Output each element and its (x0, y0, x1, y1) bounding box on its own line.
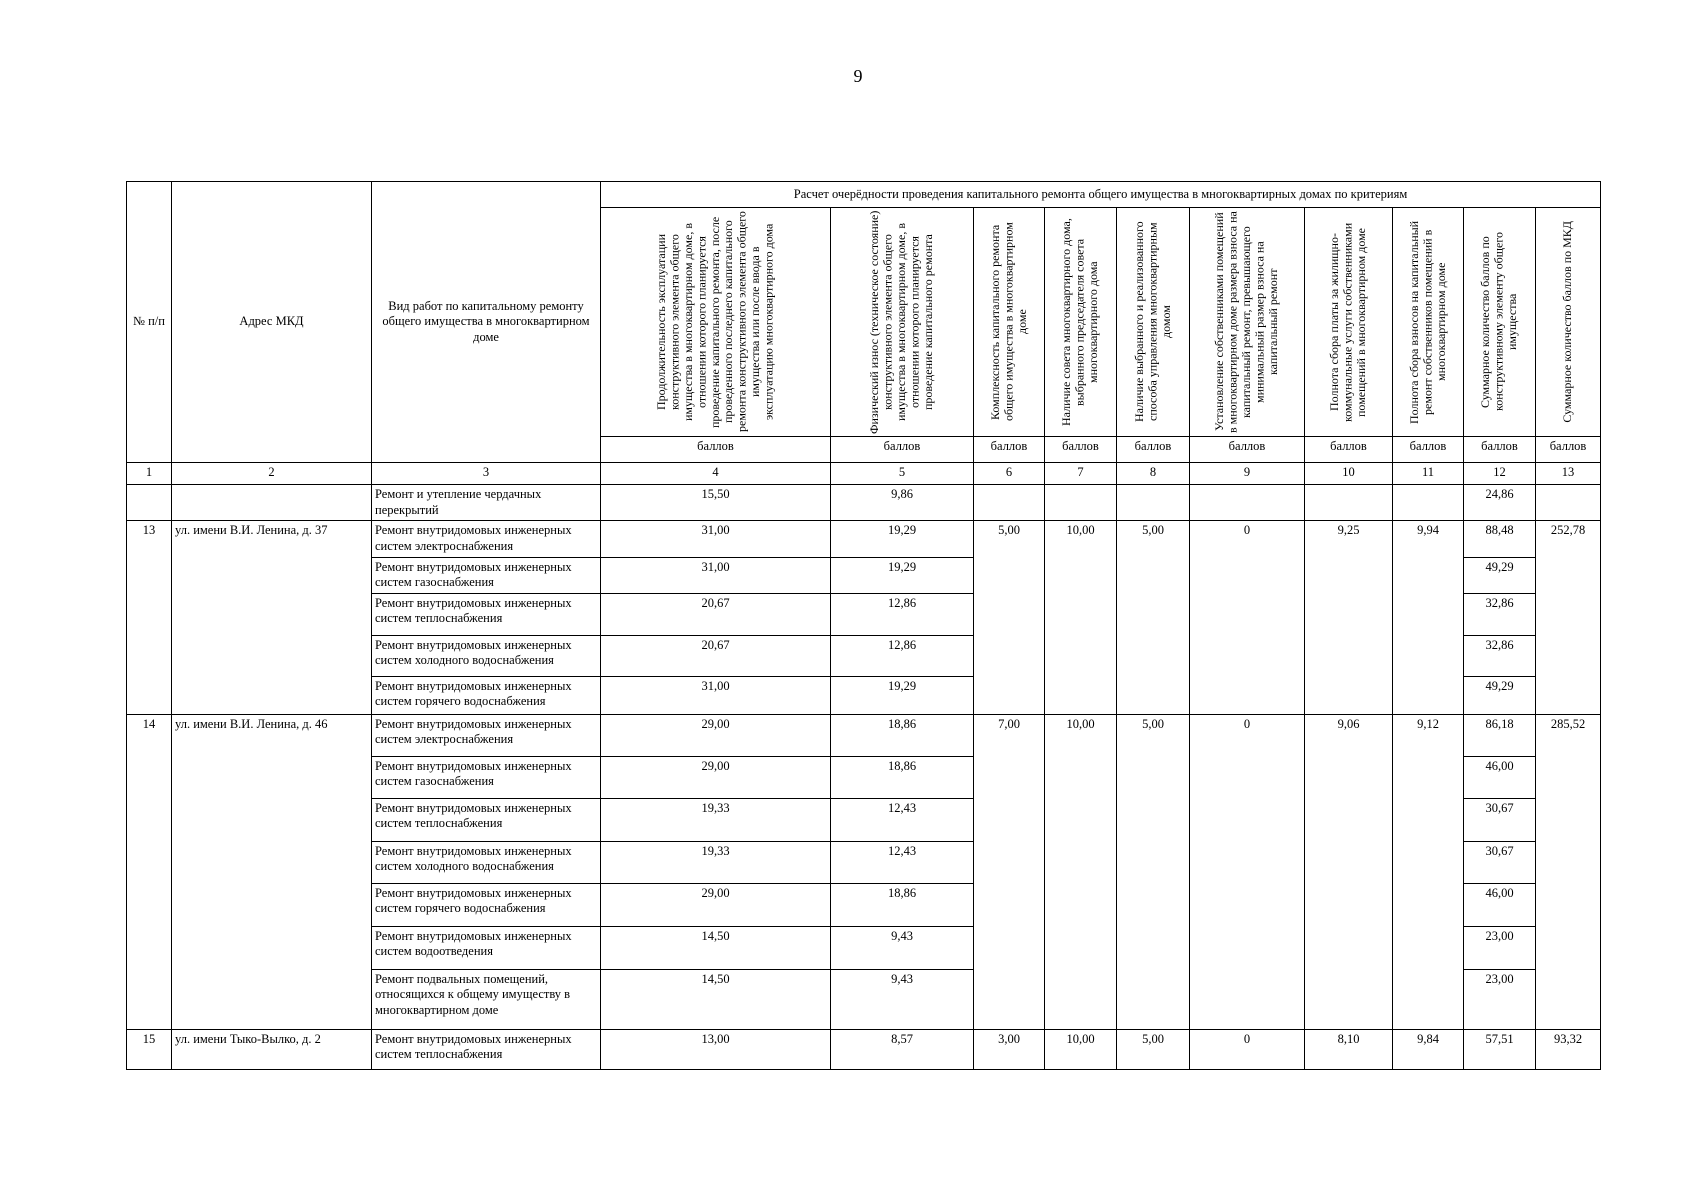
score-wear: 18,86 (831, 756, 974, 798)
score-management: 5,00 (1117, 1029, 1190, 1069)
score-house-total: 252,78 (1536, 521, 1601, 715)
work-type: Ремонт внутридомовых инженерных систем теплоснабжения (372, 798, 601, 841)
header-col-no: № п/п (127, 182, 172, 463)
score-element-total: 46,00 (1464, 756, 1536, 798)
score-utility-collection: 8,10 (1305, 1029, 1393, 1069)
work-type: Ремонт внутридомовых инженерных систем электроснабжения (372, 714, 601, 756)
table-row (127, 714, 1601, 756)
score-wear: 9,43 (831, 969, 974, 1029)
score-wear: 18,86 (831, 714, 974, 756)
score-complexity: 3,00 (974, 1029, 1045, 1069)
score-duration: 29,00 (601, 756, 831, 798)
score-house-total: 93,32 (1536, 1029, 1601, 1069)
score-wear: 9,86 (831, 485, 974, 521)
score-complexity: 5,00 (974, 521, 1045, 715)
score-utility-collection: 9,06 (1305, 714, 1393, 1029)
table-row (127, 521, 1601, 557)
capital-repair-priority-table (126, 181, 1601, 1070)
work-type: Ремонт внутридомовых инженерных систем водоотведения (372, 926, 601, 969)
unit-label: баллов (1190, 437, 1305, 463)
house-number: 14 (127, 714, 172, 1029)
score-element-total: 46,00 (1464, 883, 1536, 926)
score-contribution-size: 0 (1190, 521, 1305, 715)
score-duration: 14,50 (601, 926, 831, 969)
score-duration: 13,00 (601, 1029, 831, 1069)
column-number: 6 (974, 463, 1045, 485)
unit-label: баллов (1393, 437, 1464, 463)
criterion-contribution-size: Установление собственниками помещений в многоквартирном доме размера взноса на капитальный ремонт, превышающего минимальный размер взноса на капитальный ремонт (1190, 208, 1305, 437)
table-row (127, 485, 1601, 521)
column-number: 5 (831, 463, 974, 485)
header-col-work: Вид работ по капитальному ремонту общего имущества в многоквартирном доме (372, 182, 601, 463)
score-element-total: 30,67 (1464, 798, 1536, 841)
score-council: 10,00 (1045, 1029, 1117, 1069)
house-number: 13 (127, 521, 172, 715)
score-house-total: 285,52 (1536, 714, 1601, 1029)
score-element-total: 49,29 (1464, 557, 1536, 593)
score-duration: 31,00 (601, 557, 831, 593)
criterion-utility-collection: Полнота сбора платы за жилищно-коммунальные услуги собственниками помещений в многоквартирном доме (1305, 208, 1393, 437)
criterion-house-total: Суммарное количество баллов по МКД (1536, 208, 1601, 437)
column-number: 11 (1393, 463, 1464, 485)
column-number: 12 (1464, 463, 1536, 485)
score-duration: 19,33 (601, 798, 831, 841)
page-number: 9 (853, 66, 863, 86)
score-element-total: 30,67 (1464, 841, 1536, 883)
header-criteria-title: Расчет очерёдности проведения капитального ремонта общего имущества в многоквартирных домах по критериям (601, 182, 1601, 208)
score-utility-collection: 9,25 (1305, 521, 1393, 715)
score-council: 10,00 (1045, 714, 1117, 1029)
score-council: 10,00 (1045, 521, 1117, 715)
score-element-total: 57,51 (1464, 1029, 1536, 1069)
score-wear: 19,29 (831, 557, 974, 593)
score-wear: 18,86 (831, 883, 974, 926)
house-address: ул. имени В.И. Ленина, д. 37 (172, 521, 372, 715)
header-col-address: Адрес МКД (172, 182, 372, 463)
unit-label: баллов (1464, 437, 1536, 463)
criterion-duration: Продолжительность эксплуатации конструктивного элемента общего имущества в многоквартирном доме, в отношении которого планируется проведение капитального ремонта, после проведенного последнего капитального ремонта конструктивного элемента общего имущества или после ввода в эксплуатацию многоквартирного дома (601, 208, 831, 437)
work-type: Ремонт внутридомовых инженерных систем теплоснабжения (372, 1029, 601, 1069)
work-type: Ремонт внутридомовых инженерных систем горячего водоснабжения (372, 883, 601, 926)
score-contribution-size: 0 (1190, 1029, 1305, 1069)
table-row (127, 1029, 1601, 1069)
house-address: ул. имени Тыко-Вылко, д. 2 (172, 1029, 372, 1069)
score-duration: 29,00 (601, 883, 831, 926)
column-numbers-row (127, 463, 1601, 485)
column-number: 3 (372, 463, 601, 485)
column-number: 1 (127, 463, 172, 485)
column-number: 2 (172, 463, 372, 485)
score-wear: 19,29 (831, 521, 974, 557)
score-duration: 14,50 (601, 969, 831, 1029)
unit-label: баллов (1117, 437, 1190, 463)
score-wear: 12,86 (831, 635, 974, 676)
work-type: Ремонт подвальных помещений, относящихся к общему имуществу в многоквартирном доме (372, 969, 601, 1029)
work-type: Ремонт внутридомовых инженерных систем теплоснабжения (372, 593, 601, 635)
score-wear: 9,43 (831, 926, 974, 969)
column-number: 7 (1045, 463, 1117, 485)
score-wear: 19,29 (831, 676, 974, 714)
score-duration: 31,00 (601, 676, 831, 714)
criterion-complexity: Комплексность капитального ремонта общего имущества в многоквартирном доме (974, 208, 1045, 437)
score-contribution-collection: 9,84 (1393, 1029, 1464, 1069)
score-contribution-collection: 9,12 (1393, 714, 1464, 1029)
score-wear: 12,43 (831, 798, 974, 841)
score-wear: 12,43 (831, 841, 974, 883)
score-duration: 15,50 (601, 485, 831, 521)
criterion-contribution-collection: Полнота сбора взносов на капитальный ремонт собственников помещений в многоквартирном доме (1393, 208, 1464, 437)
unit-label: баллов (831, 437, 974, 463)
score-element-total: 49,29 (1464, 676, 1536, 714)
score-wear: 12,86 (831, 593, 974, 635)
score-wear: 8,57 (831, 1029, 974, 1069)
score-duration: 20,67 (601, 593, 831, 635)
score-duration: 19,33 (601, 841, 831, 883)
score-duration: 31,00 (601, 521, 831, 557)
unit-label: баллов (601, 437, 831, 463)
work-type: Ремонт внутридомовых инженерных систем электроснабжения (372, 521, 601, 557)
column-number: 4 (601, 463, 831, 485)
criterion-element-total: Суммарное количество баллов по конструктивному элементу общего имущества (1464, 208, 1536, 437)
score-complexity: 7,00 (974, 714, 1045, 1029)
work-type: Ремонт внутридомовых инженерных систем горячего водоснабжения (372, 676, 601, 714)
score-contribution-size: 0 (1190, 714, 1305, 1029)
column-number: 10 (1305, 463, 1393, 485)
criterion-management: Наличие выбранного и реализованного способа управления многоквартирным домом (1117, 208, 1190, 437)
score-element-total: 23,00 (1464, 969, 1536, 1029)
work-type: Ремонт внутридомовых инженерных систем холодного водоснабжения (372, 841, 601, 883)
house-number: 15 (127, 1029, 172, 1069)
score-element-total: 88,48 (1464, 521, 1536, 557)
score-contribution-collection: 9,94 (1393, 521, 1464, 715)
work-type: Ремонт внутридомовых инженерных систем газоснабжения (372, 557, 601, 593)
score-management: 5,00 (1117, 521, 1190, 715)
score-management: 5,00 (1117, 714, 1190, 1029)
criterion-wear: Физический износ (техническое состояние) конструктивного элемента общего имущества в многоквартирном доме, в отношении которого планируется проведение капитального ремонта (831, 208, 974, 437)
column-number: 8 (1117, 463, 1190, 485)
work-type: Ремонт внутридомовых инженерных систем газоснабжения (372, 756, 601, 798)
unit-label: баллов (1536, 437, 1601, 463)
score-element-total: 86,18 (1464, 714, 1536, 756)
score-duration: 29,00 (601, 714, 831, 756)
house-address: ул. имени В.И. Ленина, д. 46 (172, 714, 372, 1029)
score-element-total: 32,86 (1464, 635, 1536, 676)
unit-label: баллов (1305, 437, 1393, 463)
work-type: Ремонт и утепление чердачных перекрытий (372, 485, 601, 521)
score-element-total: 23,00 (1464, 926, 1536, 969)
unit-label: баллов (974, 437, 1045, 463)
column-number: 13 (1536, 463, 1601, 485)
unit-label: баллов (1045, 437, 1117, 463)
score-element-total: 32,86 (1464, 593, 1536, 635)
column-number: 9 (1190, 463, 1305, 485)
work-type: Ремонт внутридомовых инженерных систем холодного водоснабжения (372, 635, 601, 676)
score-element-total: 24,86 (1464, 485, 1536, 521)
score-duration: 20,67 (601, 635, 831, 676)
criterion-council: Наличие совета многоквартирного дома, выбранного председателя совета многоквартирного дома (1045, 208, 1117, 437)
